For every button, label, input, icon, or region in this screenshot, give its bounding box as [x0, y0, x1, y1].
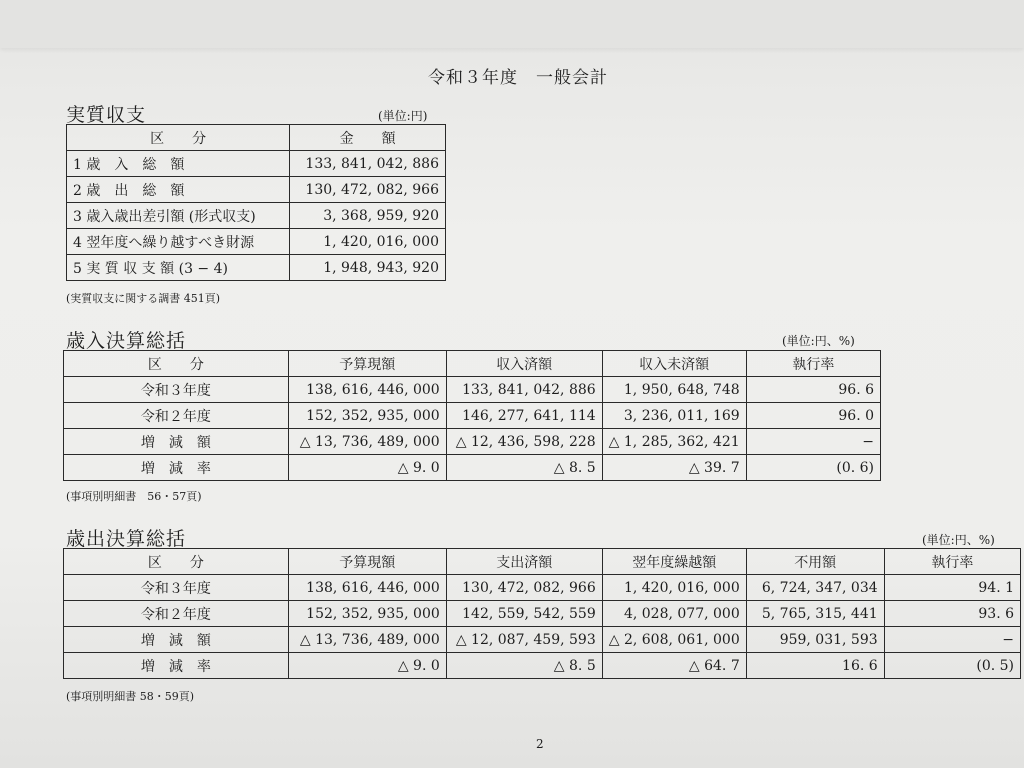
- table-row: [64, 627, 1021, 653]
- jisshitsu-note: (実質収支に関する調書 451頁): [66, 292, 221, 305]
- table-cell: (0. 5): [884, 653, 1020, 679]
- table-cell: 138, 616, 446, 000: [288, 575, 446, 601]
- table-cell: △ 12, 436, 598, 228: [446, 429, 602, 455]
- table-cell: 142, 559, 542, 559: [446, 601, 602, 627]
- amount-cell: 1, 420, 016, 000: [290, 229, 446, 255]
- amount-cell: 130, 472, 082, 966: [290, 177, 446, 203]
- table-cell: 93. 6: [884, 601, 1020, 627]
- row-label: 令和２年度: [64, 403, 289, 429]
- page-title: 令和３年度 一般会計: [428, 68, 608, 88]
- sainyu-unit: (単位:円、%): [782, 334, 855, 348]
- table-cell: (0. 6): [746, 455, 880, 481]
- table-row: [64, 653, 1021, 679]
- sainyu-title: 歳入決算総括: [66, 330, 187, 352]
- column-header: 執行率: [884, 549, 1020, 575]
- column-header: 予算現額: [288, 549, 446, 575]
- table-cell: 4, 028, 077, 000: [602, 601, 746, 627]
- table-cell: 959, 031, 593: [746, 627, 884, 653]
- amount-cell: 133, 841, 042, 886: [290, 151, 446, 177]
- table-cell: △ 64. 7: [602, 653, 746, 679]
- row-label: 増 減 額: [64, 627, 289, 653]
- table-cell: 152, 352, 935, 000: [288, 601, 446, 627]
- column-header: 翌年度繰越額: [602, 549, 746, 575]
- table-cell: △ 1, 285, 362, 421: [602, 429, 746, 455]
- column-header: 区 分: [67, 125, 290, 151]
- table-row: [67, 151, 446, 177]
- table-cell: 138, 616, 446, 000: [288, 377, 446, 403]
- table-row: [67, 177, 446, 203]
- sainyu-note: (事項別明細書 56・57頁): [66, 490, 202, 503]
- table-header-row: [67, 125, 446, 151]
- table-cell: 94. 1: [884, 575, 1020, 601]
- table-cell: 6, 724, 347, 034: [746, 575, 884, 601]
- row-label: 増 減 額: [64, 429, 289, 455]
- row-label: 4 翌年度へ繰り越すべき財源: [67, 229, 290, 255]
- table-cell: △ 8. 5: [446, 455, 602, 481]
- row-label: 5 実 質 収 支 額 (3 − 4): [67, 255, 290, 281]
- column-header: 執行率: [746, 351, 880, 377]
- table-cell: △ 13, 736, 489, 000: [288, 627, 446, 653]
- column-header: 収入未済額: [602, 351, 746, 377]
- table-row: [67, 229, 446, 255]
- table-row: [67, 255, 446, 281]
- table-cell: 16. 6: [746, 653, 884, 679]
- saishutsu-unit: (単位:円、%): [922, 533, 995, 547]
- table-cell: −: [746, 429, 880, 455]
- amount-cell: 3, 368, 959, 920: [290, 203, 446, 229]
- row-label: 増 減 率: [64, 455, 289, 481]
- saishutsu-note: (事項別明細書 58・59頁): [66, 690, 195, 703]
- jisshitsu-title: 実質収支: [66, 104, 147, 126]
- table-cell: △ 12, 087, 459, 593: [446, 627, 602, 653]
- table-cell: 130, 472, 082, 966: [446, 575, 602, 601]
- table-row: [64, 429, 881, 455]
- column-header: 不用額: [746, 549, 884, 575]
- table-cell: 152, 352, 935, 000: [288, 403, 446, 429]
- table-cell: △ 9. 0: [288, 653, 446, 679]
- amount-cell: 1, 948, 943, 920: [290, 255, 446, 281]
- table-cell: 133, 841, 042, 886: [446, 377, 602, 403]
- table-cell: 3, 236, 011, 169: [602, 403, 746, 429]
- row-label: 2 歳 出 総 額: [67, 177, 290, 203]
- column-header: 収入済額: [446, 351, 602, 377]
- table-cell: △ 13, 736, 489, 000: [288, 429, 446, 455]
- column-header: 支出済額: [446, 549, 602, 575]
- jisshitsu-unit: (単位:円): [378, 109, 428, 123]
- table-row: [64, 377, 881, 403]
- row-label: 増 減 率: [64, 653, 289, 679]
- saishutsu-title: 歳出決算総括: [66, 528, 187, 550]
- column-header: 区 分: [64, 351, 289, 377]
- column-header: 予算現額: [288, 351, 446, 377]
- table-cell: 96. 6: [746, 377, 880, 403]
- column-header: 区 分: [64, 549, 289, 575]
- table-row: [64, 455, 881, 481]
- row-label: 令和３年度: [64, 377, 289, 403]
- table-cell: 146, 277, 641, 114: [446, 403, 602, 429]
- table-cell: △ 8. 5: [446, 653, 602, 679]
- column-header: 金 額: [290, 125, 446, 151]
- row-label: 令和３年度: [64, 575, 289, 601]
- row-label: 1 歳 入 総 額: [67, 151, 290, 177]
- jisshitsu-table: [66, 124, 446, 281]
- table-cell: 1, 950, 648, 748: [602, 377, 746, 403]
- table-cell: 96. 0: [746, 403, 880, 429]
- table-cell: −: [884, 627, 1020, 653]
- table-cell: △ 9. 0: [288, 455, 446, 481]
- row-label: 3 歳入歳出差引額 (形式収支): [67, 203, 290, 229]
- table-row: [64, 403, 881, 429]
- page-number: 2: [536, 737, 544, 751]
- row-label: 令和２年度: [64, 601, 289, 627]
- table-header-row: [64, 351, 881, 377]
- table-row: [64, 575, 1021, 601]
- table-cell: △ 39. 7: [602, 455, 746, 481]
- sainyu-table: [63, 350, 881, 481]
- saishutsu-table: [63, 548, 1021, 679]
- table-row: [64, 601, 1021, 627]
- table-cell: 5, 765, 315, 441: [746, 601, 884, 627]
- table-row: [67, 203, 446, 229]
- table-cell: △ 2, 608, 061, 000: [602, 627, 746, 653]
- table-header-row: [64, 549, 1021, 575]
- table-cell: 1, 420, 016, 000: [602, 575, 746, 601]
